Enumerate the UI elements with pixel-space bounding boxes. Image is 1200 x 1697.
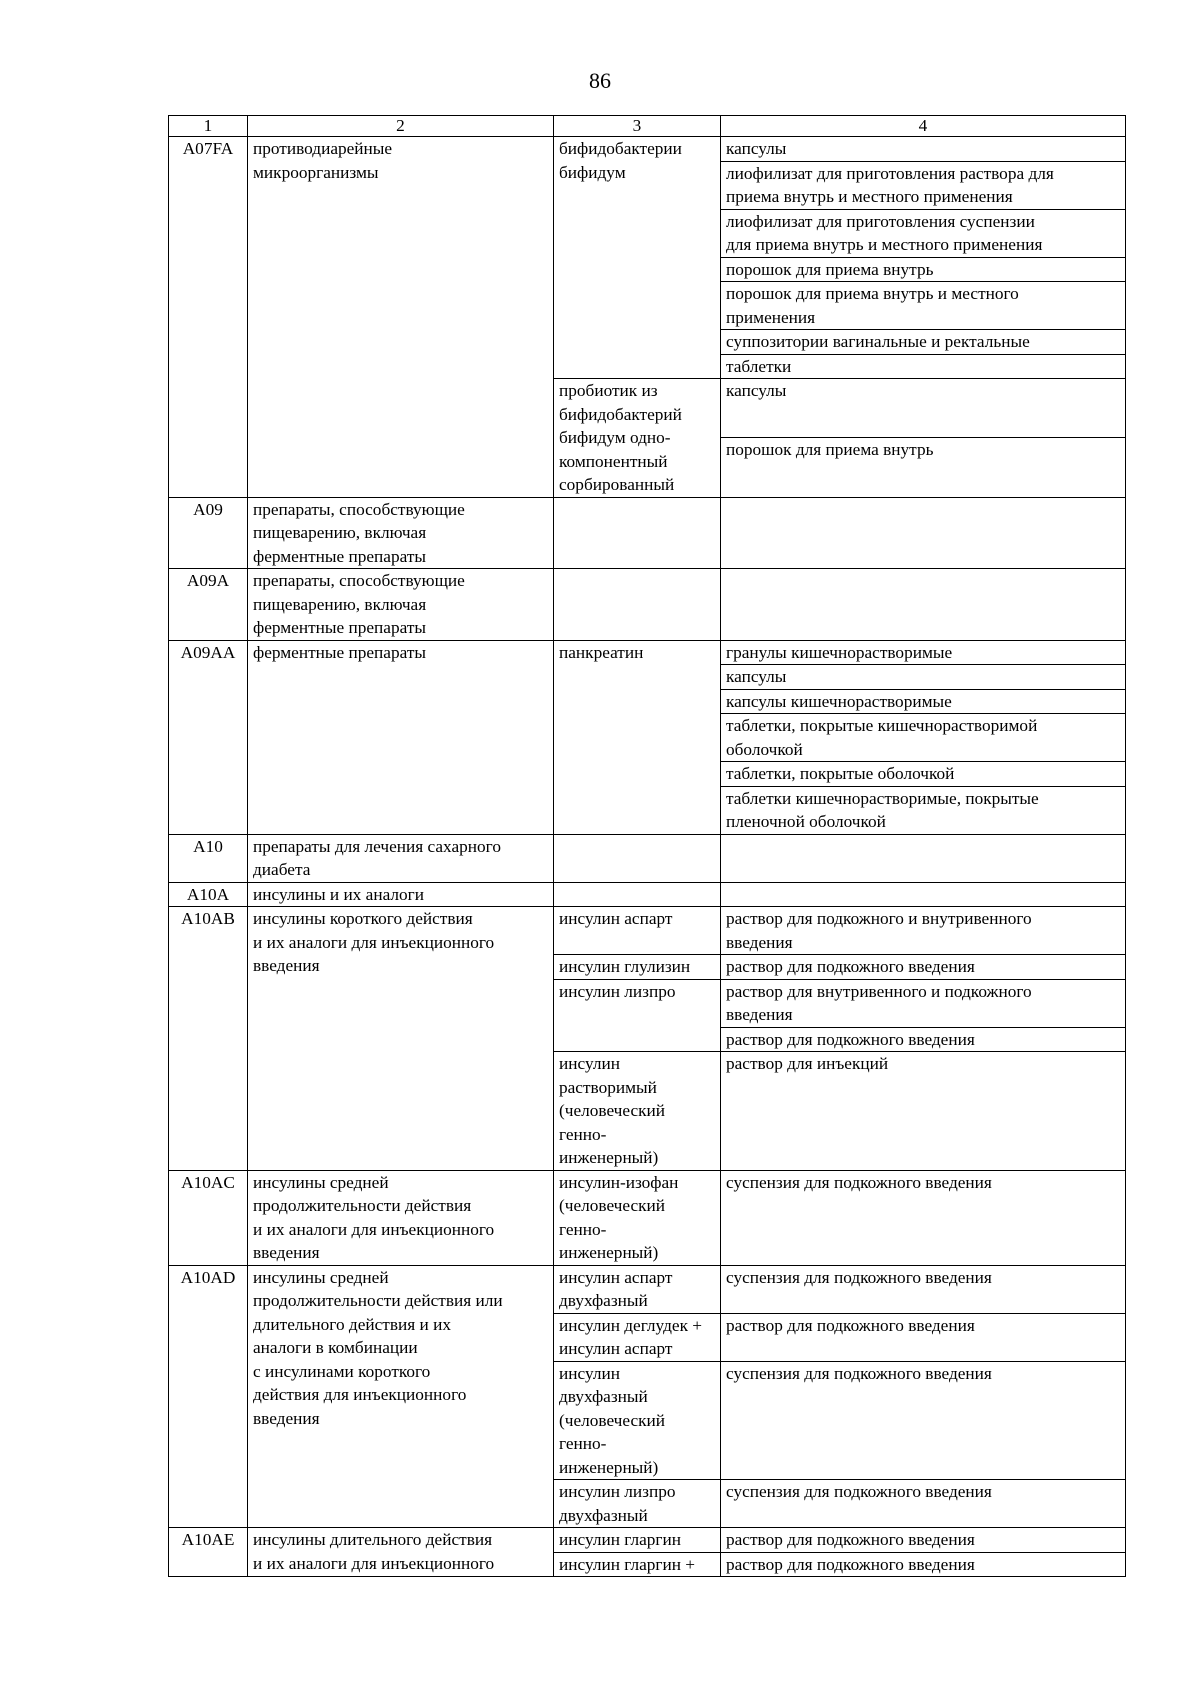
- group-name-cell-line: препараты, способствующие: [253, 499, 465, 519]
- dosage-form-cell-line: гранулы кишечнорастворимые: [726, 642, 953, 662]
- drug-name-cell-line: инсулин гларгин +: [559, 1554, 696, 1574]
- dosage-form-cell: [721, 1027, 1126, 1052]
- dosage-form-cell: [721, 762, 1126, 787]
- group-name-cell-line: инсулины короткого действия: [253, 909, 473, 928]
- drug-name-cell-line: инсулин лизпро: [559, 981, 676, 1001]
- atc-code-cell: A09AA: [169, 640, 248, 834]
- dosage-form-cell-line: таблетки, покрытые кишечнорастворимой: [726, 716, 1038, 735]
- drug-name-cell: [554, 640, 721, 834]
- atc-code-cell: A10AC: [169, 1170, 248, 1265]
- group-name-cell-line: аналоги в комбинации: [253, 1338, 418, 1357]
- dosage-form-cell: [721, 714, 1126, 762]
- atc-code-cell: A07FA: [169, 137, 248, 498]
- dosage-form-cell-line: капсулы кишечнорастворимые: [726, 691, 952, 711]
- group-name-cell-line: продолжительности действия или: [253, 1291, 503, 1310]
- group-name-cell: [248, 569, 554, 641]
- header-row: [169, 116, 1126, 137]
- drug-name-cell-line: генно-: [559, 1124, 607, 1144]
- dosage-form-cell-line: применения: [726, 307, 816, 327]
- dosage-form-cell: [721, 438, 1126, 497]
- page-number: 86: [589, 68, 611, 93]
- group-name-cell-line: действия для инъекционного: [253, 1385, 467, 1404]
- dosage-form-cell-line: оболочкой: [726, 739, 803, 759]
- dosage-form-cell: [721, 665, 1126, 690]
- table-row: [169, 882, 1126, 907]
- group-name-cell-line: инсулины средней: [253, 1172, 389, 1192]
- drug-name-cell-line: инженерный): [559, 1243, 659, 1262]
- group-name-cell-line: пищеварению, включая: [253, 523, 427, 542]
- dosage-form-cell: [721, 161, 1126, 209]
- dosage-form-cell-line: порошок для приема внутрь: [726, 440, 934, 460]
- dosage-form-cell: [721, 257, 1126, 282]
- group-name-cell-line: введения: [253, 1243, 320, 1262]
- header-cell-group: 2: [248, 116, 554, 137]
- drug-name-cell-line: инсулин глулизин: [559, 957, 691, 976]
- group-name-cell-line: длительного действия и их: [253, 1314, 451, 1334]
- drug-name-cell: [554, 1552, 721, 1577]
- dosage-form-cell-line: раствор для подкожного введения: [726, 1554, 975, 1574]
- dosage-form-cell: [721, 379, 1126, 438]
- table-row: [169, 569, 1126, 641]
- drug-name-cell: [554, 955, 721, 980]
- dosage-form-cell-line: суспензия для подкожного введения: [726, 1363, 992, 1383]
- atc-code-cell: A09: [169, 497, 248, 569]
- header-cell-drug: 3: [554, 116, 721, 137]
- table-row: [169, 834, 1126, 882]
- dosage-form-cell-line: раствор для внутривенного и подкожного: [726, 981, 1032, 1001]
- dosage-form-cell: [721, 1313, 1126, 1361]
- dosage-form-cell-line: для приема внутрь и местного применения: [726, 235, 1043, 254]
- drug-name-cell: [554, 1052, 721, 1171]
- drug-name-cell-line: бифидум одно-: [559, 428, 671, 447]
- dosage-form-cell: [721, 1265, 1126, 1313]
- dosage-form-cell-line: капсулы: [726, 139, 787, 158]
- dosage-form-cell: [721, 689, 1126, 714]
- dosage-form-cell: [721, 1480, 1126, 1528]
- dosage-form-cell-line: суспензия для подкожного введения: [726, 1267, 992, 1287]
- drug-name-cell-line: инсулин аспарт: [559, 1267, 673, 1287]
- drug-name-cell-line: инсулин гларгин: [559, 1530, 681, 1549]
- group-name-cell: [248, 882, 554, 907]
- atc-code-cell: A10AB: [169, 907, 248, 1171]
- drug-name-cell-line: инсулин: [559, 1363, 620, 1383]
- dosage-form-cell-line: приема внутрь и местного применения: [726, 187, 1013, 206]
- atc-code-cell: A10AE: [169, 1528, 248, 1577]
- drug-name-cell-line: инсулин: [559, 1054, 620, 1073]
- drug-name-cell-line: генно-: [559, 1434, 607, 1453]
- group-name-cell: [248, 907, 554, 1171]
- drug-name-cell-line: бифидум: [559, 162, 626, 182]
- group-name-cell-line: введения: [253, 1408, 320, 1428]
- drug-name-cell: [554, 1480, 721, 1528]
- drug-name-cell: [554, 907, 721, 955]
- table-row: [169, 497, 1126, 569]
- group-name-cell-line: препараты, способствующие: [253, 571, 465, 590]
- atc-code-cell: A10A: [169, 882, 248, 907]
- group-name-cell-line: продолжительности действия: [253, 1196, 472, 1215]
- group-name-cell-line: введения: [253, 956, 320, 975]
- dosage-form-cell: [721, 979, 1126, 1027]
- drug-name-cell: [554, 1265, 721, 1313]
- medication-table: [168, 115, 1126, 1577]
- drug-name-cell: [554, 979, 721, 1052]
- drug-name-cell: [554, 497, 721, 569]
- dosage-form-cell: [721, 786, 1126, 834]
- drug-name-cell-line: генно-: [559, 1219, 607, 1239]
- atc-code-cell: A09A: [169, 569, 248, 641]
- dosage-form-cell: [721, 1052, 1126, 1171]
- group-name-cell: [248, 137, 554, 498]
- atc-code-cell: A10AD: [169, 1265, 248, 1528]
- group-name-cell: [248, 1170, 554, 1265]
- drug-name-cell: [554, 1361, 721, 1480]
- dosage-form-cell-line: раствор для подкожного и внутривенного: [726, 909, 1032, 928]
- dosage-form-cell-line: раствор для подкожного введения: [726, 1530, 975, 1549]
- drug-name-cell-line: панкреатин: [559, 642, 644, 662]
- group-name-cell-line: ферментные препараты: [253, 546, 427, 566]
- dosage-form-cell-line: введения: [726, 932, 793, 952]
- group-name-cell-line: и их аналоги для инъекционного: [253, 932, 495, 952]
- drug-name-cell-line: инсулин-изофан: [559, 1172, 679, 1192]
- group-name-cell-line: инсулины средней: [253, 1267, 389, 1287]
- drug-name-cell: [554, 1170, 721, 1265]
- dosage-form-cell-line: раствор для подкожного введения: [726, 1029, 975, 1049]
- drug-name-cell-line: двухфазный: [559, 1387, 648, 1406]
- drug-name-cell-line: инженерный): [559, 1457, 659, 1477]
- group-name-cell-line: инсулины и их аналоги: [253, 884, 424, 904]
- group-name-cell: [248, 1528, 554, 1577]
- dosage-form-cell-line: суспензия для подкожного введения: [726, 1482, 992, 1501]
- drug-name-cell-line: бифидобактерии: [559, 139, 682, 158]
- dosage-form-cell: [721, 882, 1126, 907]
- table-row: [169, 640, 1126, 665]
- drug-name-cell: [554, 137, 721, 379]
- drug-name-cell-line: двухфазный: [559, 1291, 648, 1310]
- dosage-form-cell: [721, 209, 1126, 257]
- drug-name-cell: [554, 1313, 721, 1361]
- drug-name-cell: [554, 882, 721, 907]
- drug-name-cell-line: инсулин деглудек +: [559, 1315, 703, 1335]
- dosage-form-cell-line: суппозитории вагинальные и ректальные: [726, 332, 1030, 351]
- dosage-form-cell-line: раствор для подкожного введения: [726, 957, 975, 976]
- dosage-form-cell-line: капсулы: [726, 381, 787, 400]
- dosage-form-cell-line: порошок для приема внутрь: [726, 259, 934, 279]
- group-name-cell-line: препараты для лечения сахарного: [253, 836, 501, 856]
- group-name-cell: [248, 834, 554, 882]
- table-row: [169, 137, 1126, 162]
- group-name-cell: [248, 640, 554, 834]
- table-row: [169, 1170, 1126, 1265]
- dosage-form-cell: [721, 1170, 1126, 1265]
- dosage-form-cell-line: лиофилизат для приготовления суспензии: [726, 211, 1035, 231]
- dosage-form-cell: [721, 569, 1126, 641]
- atc-code-cell: A10: [169, 834, 248, 882]
- drug-name-cell-line: бифидобактерий: [559, 404, 682, 424]
- drug-name-cell-line: компонентный: [559, 451, 668, 471]
- header-cell-code: 1: [169, 116, 248, 137]
- drug-name-cell-line: (человеческий: [559, 1101, 666, 1120]
- drug-name-cell-line: инсулин лизпро: [559, 1482, 676, 1501]
- drug-name-cell-line: инженерный): [559, 1148, 659, 1167]
- drug-name-cell-line: растворимый: [559, 1077, 657, 1097]
- dosage-form-cell-line: суспензия для подкожного введения: [726, 1172, 992, 1192]
- dosage-form-cell-line: капсулы: [726, 667, 787, 686]
- dosage-form-cell-line: раствор для подкожного введения: [726, 1315, 975, 1335]
- drug-name-cell-line: инсулин аспарт: [559, 1339, 673, 1358]
- dosage-form-cell: [721, 282, 1126, 330]
- group-name-cell: [248, 1265, 554, 1528]
- dosage-form-cell-line: раствор для инъекций: [726, 1054, 889, 1073]
- dosage-form-cell-line: введения: [726, 1005, 793, 1024]
- dosage-form-cell: [721, 907, 1126, 955]
- drug-name-cell: [554, 379, 721, 498]
- table-row: [169, 1265, 1126, 1313]
- table-body: [169, 137, 1126, 1577]
- dosage-form-cell: [721, 330, 1126, 355]
- group-name-cell-line: пищеварению, включая: [253, 594, 427, 614]
- group-name-cell-line: и их аналоги для инъекционного: [253, 1553, 495, 1573]
- dosage-form-cell-line: лиофилизат для приготовления раствора для: [726, 163, 1054, 183]
- drug-name-cell: [554, 1528, 721, 1553]
- drug-name-cell-line: инсулин аспарт: [559, 909, 673, 928]
- drug-name-cell: [554, 834, 721, 882]
- dosage-form-cell: [721, 640, 1126, 665]
- group-name-cell-line: микроорганизмы: [253, 162, 379, 182]
- dosage-form-cell-line: пленочной оболочкой: [726, 812, 886, 831]
- group-name-cell-line: диабета: [253, 860, 311, 879]
- drug-name-cell-line: сорбированный: [559, 475, 675, 494]
- drug-name-cell-line: пробиотик из: [559, 381, 658, 400]
- dosage-form-cell: [721, 354, 1126, 379]
- drug-name-cell: [554, 569, 721, 641]
- dosage-form-cell-line: таблетки: [726, 356, 792, 376]
- group-name-cell: [248, 497, 554, 569]
- dosage-form-cell: [721, 137, 1126, 162]
- group-name-cell-line: противодиарейные: [253, 139, 393, 158]
- dosage-form-cell: [721, 497, 1126, 569]
- dosage-form-cell: [721, 1361, 1126, 1480]
- group-name-cell-line: с инсулинами короткого: [253, 1361, 431, 1381]
- group-name-cell-line: ферментные препараты: [253, 642, 427, 662]
- dosage-form-cell-line: таблетки кишечнорастворимые, покрытые: [726, 788, 1039, 808]
- dosage-form-cell: [721, 834, 1126, 882]
- group-name-cell-line: инсулины длительного действия: [253, 1530, 493, 1549]
- drug-name-cell-line: (человеческий: [559, 1196, 666, 1215]
- table-row: [169, 907, 1126, 955]
- drug-name-cell-line: двухфазный: [559, 1505, 648, 1525]
- header-cell-form: 4: [721, 116, 1126, 137]
- drug-name-cell-line: (человеческий: [559, 1410, 666, 1430]
- dosage-form-cell: [721, 955, 1126, 980]
- table-row: [169, 1528, 1126, 1553]
- group-name-cell-line: и их аналоги для инъекционного: [253, 1219, 495, 1239]
- dosage-form-cell-line: порошок для приема внутрь и местного: [726, 284, 1019, 303]
- dosage-form-cell: [721, 1552, 1126, 1577]
- dosage-form-cell: [721, 1528, 1126, 1553]
- dosage-form-cell-line: таблетки, покрытые оболочкой: [726, 764, 955, 783]
- group-name-cell-line: ферментные препараты: [253, 618, 427, 637]
